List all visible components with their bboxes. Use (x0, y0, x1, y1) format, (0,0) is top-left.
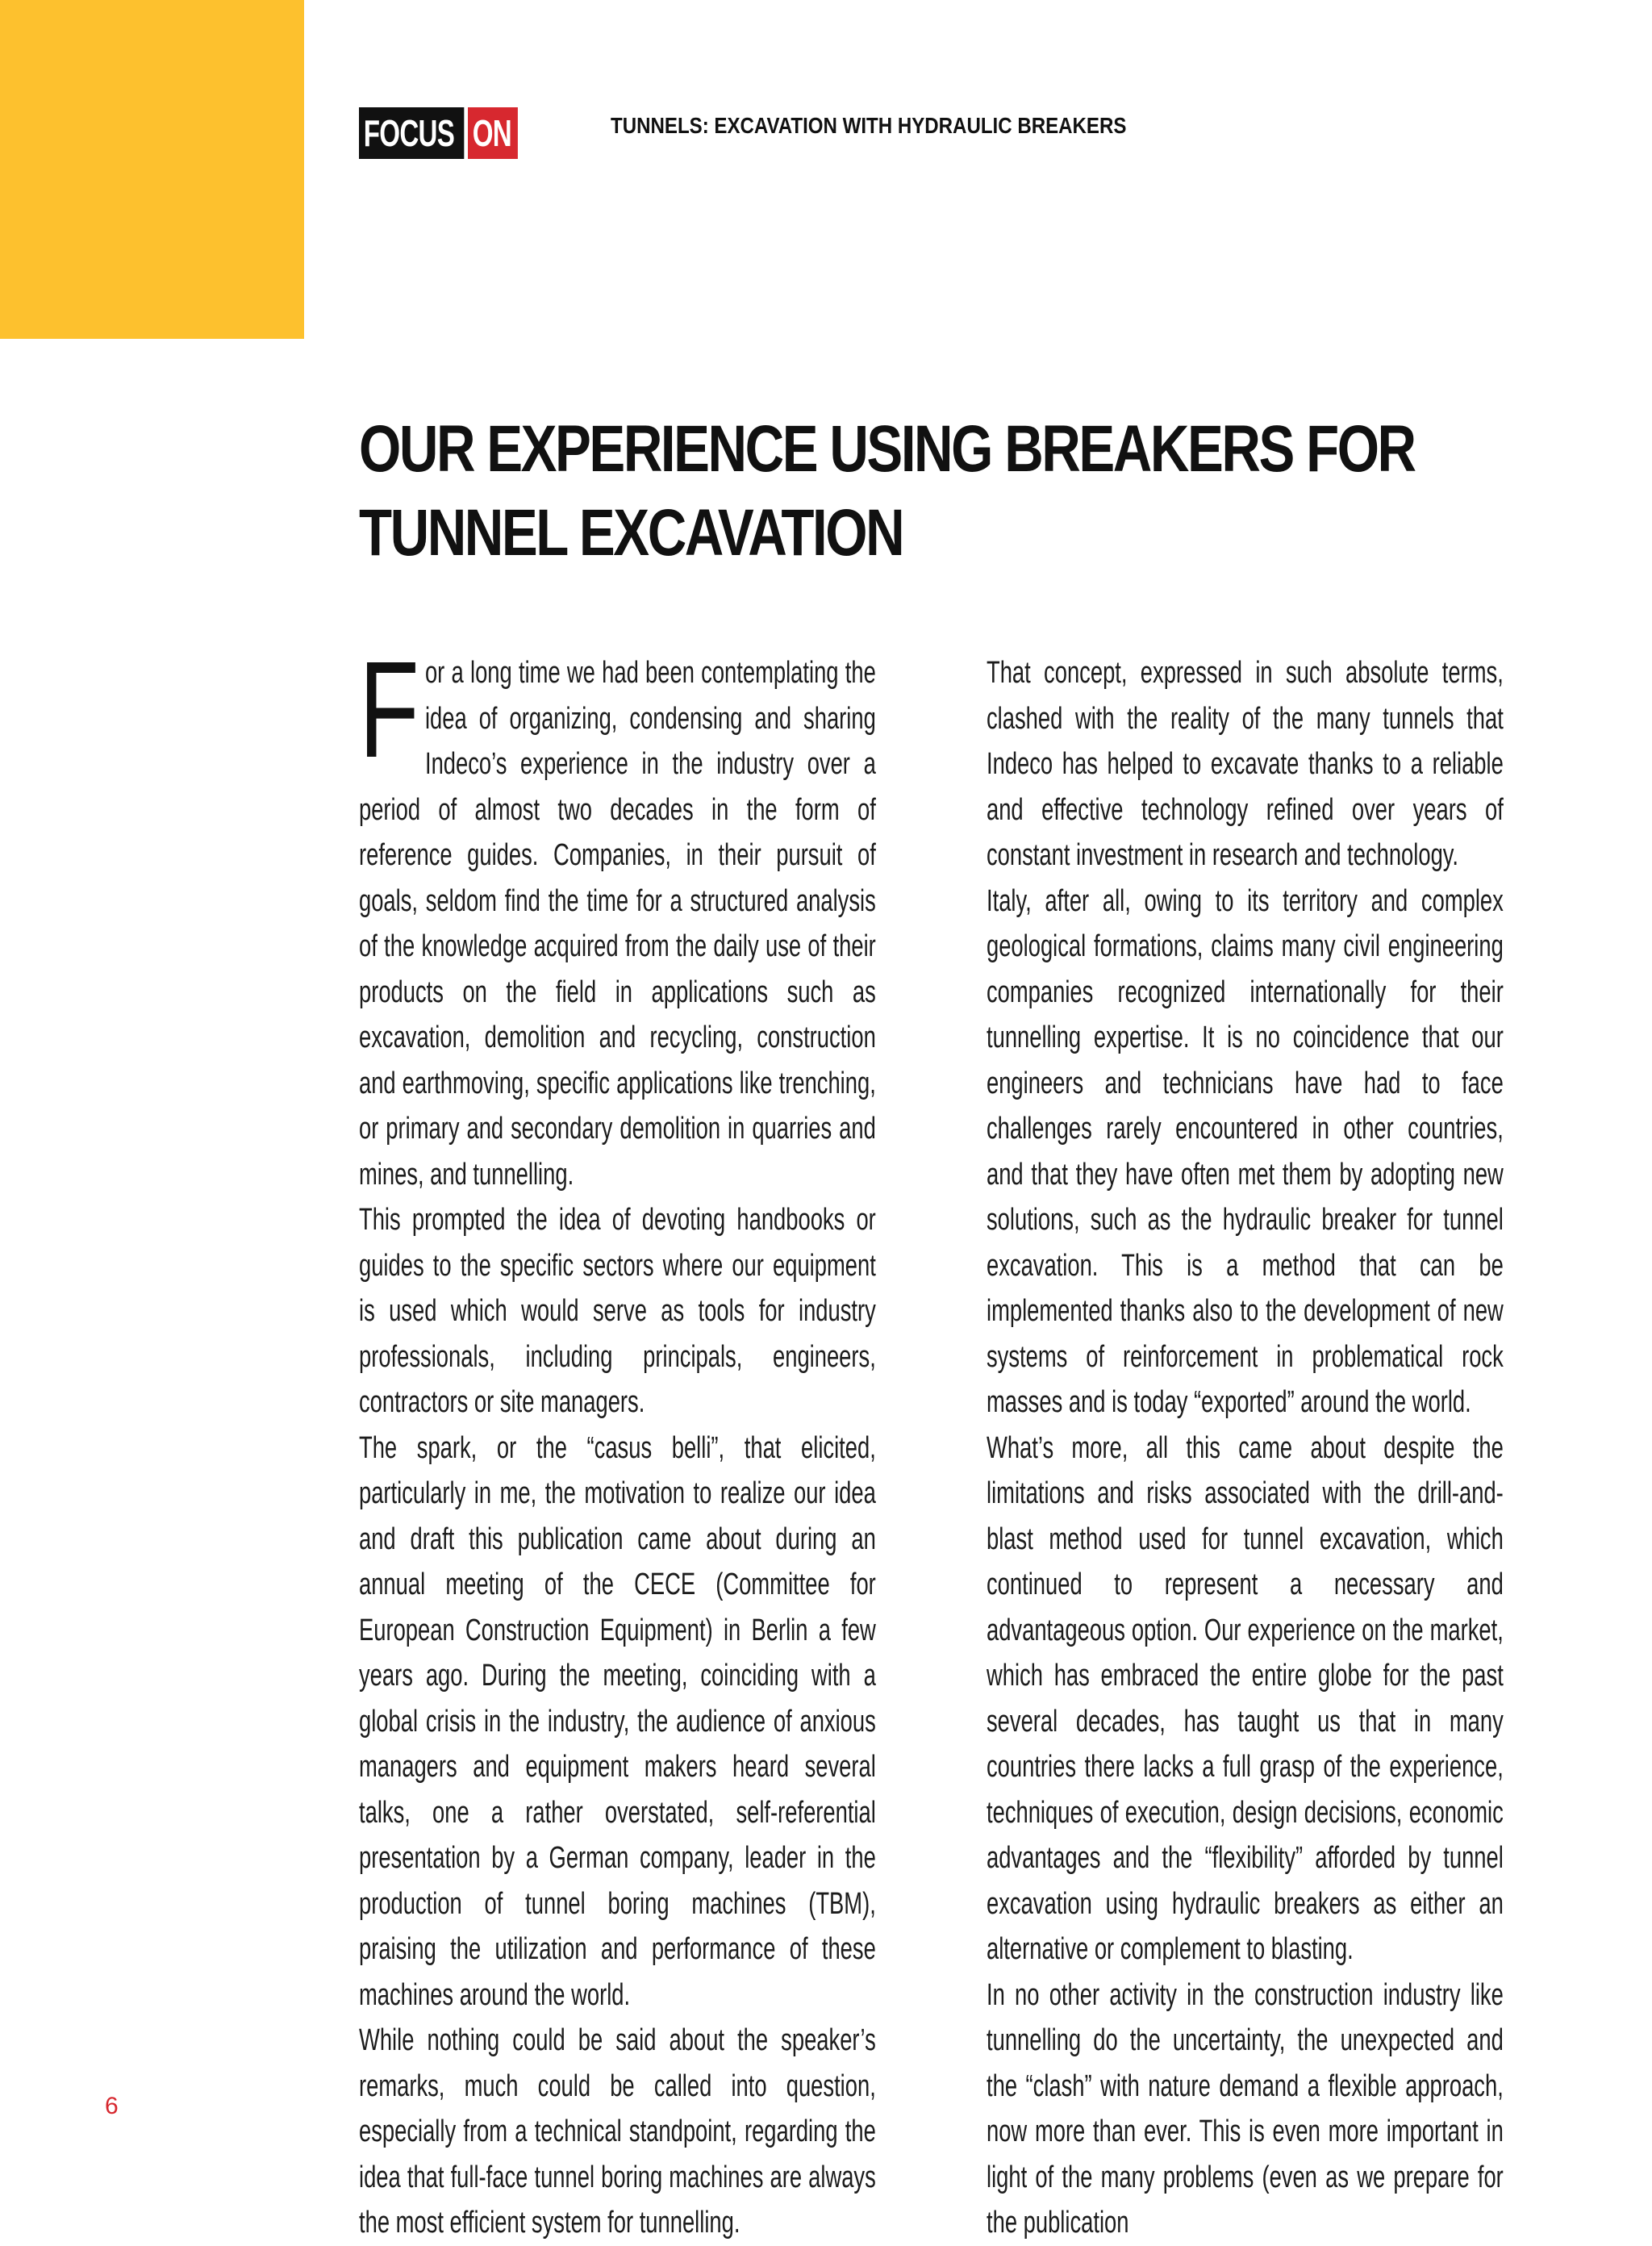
article-column-left (359, 633, 876, 2246)
focus-on-logo (359, 107, 537, 159)
logo-on-text: ON (468, 107, 518, 159)
paragraph: Italy, after all, owing to its territory and complex geological formations, claims many civil engineering companies recognized internationally for their tunnelling expertise. It is no coincidence that our engineers and technicians have had to face challenges rarely encountered in other countries, and that they have often met them by adopting new solutions, such as the hydraulic breaker for tunnel excavation. This is a method that can be implemented thanks also to the development of new systems of reinforcement in problematical rock masses and is today “exported” around the world. (987, 883, 1504, 1419)
paragraph (359, 633, 876, 1197)
article-title: OUR EXPERIENCE USING BREAKERS FOR TUNNEL EXCAVATION (359, 412, 1415, 570)
paragraph: While nothing could be said about the speaker’s remarks, much could be called into question, especially from a technical standpoint, regarding the idea that full-face tunnel boring machines are always the most efficient system for tunnelling. (359, 2023, 876, 2240)
paragraph-text: or a long time we had been contemplating the idea of organizing, condensing and sharing Indeco’s experience in the industry over a period of almost two decades in the form of reference guides. Companies, in their pursuit of goals, seldom find the time for a structured analysis of the knowledge acquired from the daily use of their products on the field in applications such as excavation, demolition and recycling, construction and earthmoving, specific applications like trenching, or primary and secondary demolition in quarries and mines, and tunnelling. (359, 656, 876, 1192)
paragraph: That concept, expressed in such absolute terms, clashed with the reality of the many tunnels that Indeco has helped to excavate thanks to a reliable and effective technology refined over years of constant investment in research and technology. (987, 656, 1504, 872)
paragraph: The spark, or the “casus belli”, that elicited, particularly in me, the motivation to realize our idea and draft this publication came about during an annual meeting of the CECE (Committee for European Construction Equipment) in Berlin a few years ago. During the meeting, coinciding with a global crisis in the industry, the audience of anxious managers and equipment makers heard several talks, one a rather overstated, self-referential presentation by a German company, leader in the production of tunnel boring machines (TBM), praising the utilization and performance of these machines around the world. (359, 1430, 876, 2012)
paragraph: What’s more, all this came about despite the limitations and risks associated with the drill-and-blast method used for tunnel excavation, which continued to represent a necessary and advantageous option. Our experience on the market, which has embraced the entire globe for the past several decades, has taught us that in many countries there lacks a full grasp of the experience, techniques of execution, design decisions, economic advantages and the “flexibility” afforded by tunnel excavation using hydraulic breakers as either an alternative or complement to blasting. (987, 1430, 1504, 1966)
logo-focus-text: FOCUS (359, 107, 464, 159)
paragraph: In no other activity in the construction industry like tunnelling do the uncertainty, the unexpected and the “clash” with nature demand a flexible approach, now more than ever. This is even more important in light of the many problems (even as we prepare for the publication (987, 1977, 1504, 2240)
article-column-right (987, 650, 1504, 2246)
drop-cap: F (359, 633, 419, 787)
page-number: 6 (105, 2093, 119, 2119)
yellow-corner-block (0, 0, 304, 339)
section-title: TUNNELS: EXCAVATION WITH HYDRAULIC BREAKERS (611, 113, 1127, 138)
paragraph: This prompted the idea of devoting handbooks or guides to the specific sectors where our equipment is used which would serve as tools for industry professionals, including principals, engineers, contractors or site managers. (359, 1203, 876, 1419)
